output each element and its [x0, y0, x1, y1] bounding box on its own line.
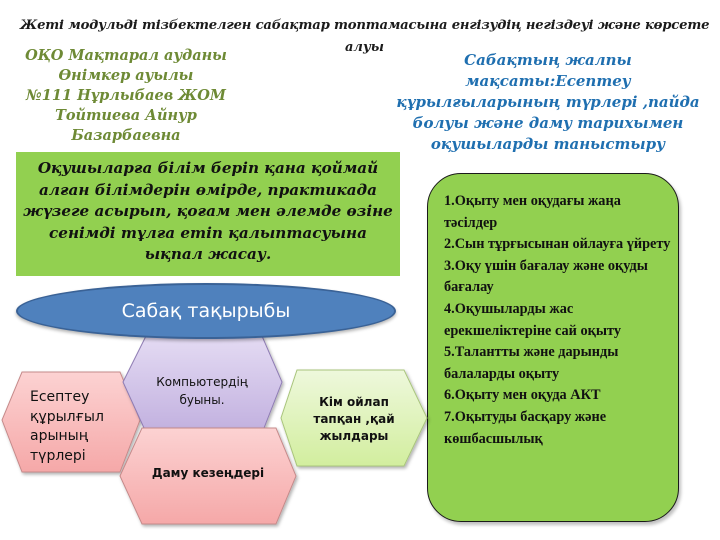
slide-title-continuation: алуы — [345, 40, 384, 55]
hexagon-right-label: Кім ойлап тапқан ,қай жылдары — [313, 395, 395, 443]
aim-line: Сабақтың жалпы — [464, 51, 632, 69]
aim-line: құрылғыларының түрлері ,пайда — [396, 93, 700, 111]
aim-line: мақсаты:Есептеу — [465, 72, 631, 90]
slide-title: Жеті модульді тізбектелген сабақтар топтамасына енгізудің негіздеуі және көрсете — [20, 18, 710, 33]
goal-box: Оқушыларға білім беріп қана қоймай алған білімдерін өмірде, практикада жүзеге асырып, қоғам мен әлемде өзіне сенімді тұлға етіп қалыптасуына ықпал жасау. — [16, 152, 400, 276]
lesson-topic-ellipse — [16, 283, 396, 339]
module-item: 3.Оқу үшін бағалау және оқуды бағалау — [444, 257, 648, 296]
module-item: 6.Оқыту мен оқуда АКТ — [444, 387, 601, 404]
author-line: Өнімкер ауылы — [58, 67, 194, 84]
topic-label: Сабақ тақырыбы — [121, 300, 291, 322]
author-line: Тойтиева Айнур — [55, 107, 197, 124]
module-item: 1.Оқыту мен оқудағы жаңа тәсілдер — [444, 193, 621, 231]
module-item: 7.Оқытуды басқару және көшбасшылық — [444, 408, 607, 447]
hexagon-top-label: Компьютердің буыны. — [156, 375, 248, 407]
author-line: №111 Нұрлыбаев ЖОМ — [26, 87, 226, 104]
aim-line: оқушыларды таныстыру — [430, 135, 666, 153]
hexagon-bottom-label: Даму кезеңдері — [151, 466, 265, 480]
author-line: Базарбаевна — [71, 127, 181, 144]
hexagon-left-label: Есептеу құрылғыл арының түрлері — [30, 389, 104, 464]
module-item: 2.Сын тұрғысынан ойлауға үйрету — [444, 236, 671, 253]
module-item: 5.Талантты және дарынды балаларды оқыту — [444, 344, 619, 382]
author-line: ОҚО Мақтарал ауданы — [25, 47, 227, 64]
module-item: 4.Оқушыларды жас ерекшеліктеріне сай оқыту — [444, 300, 621, 339]
aim-line: болуы және даму тарихымен — [412, 114, 684, 132]
